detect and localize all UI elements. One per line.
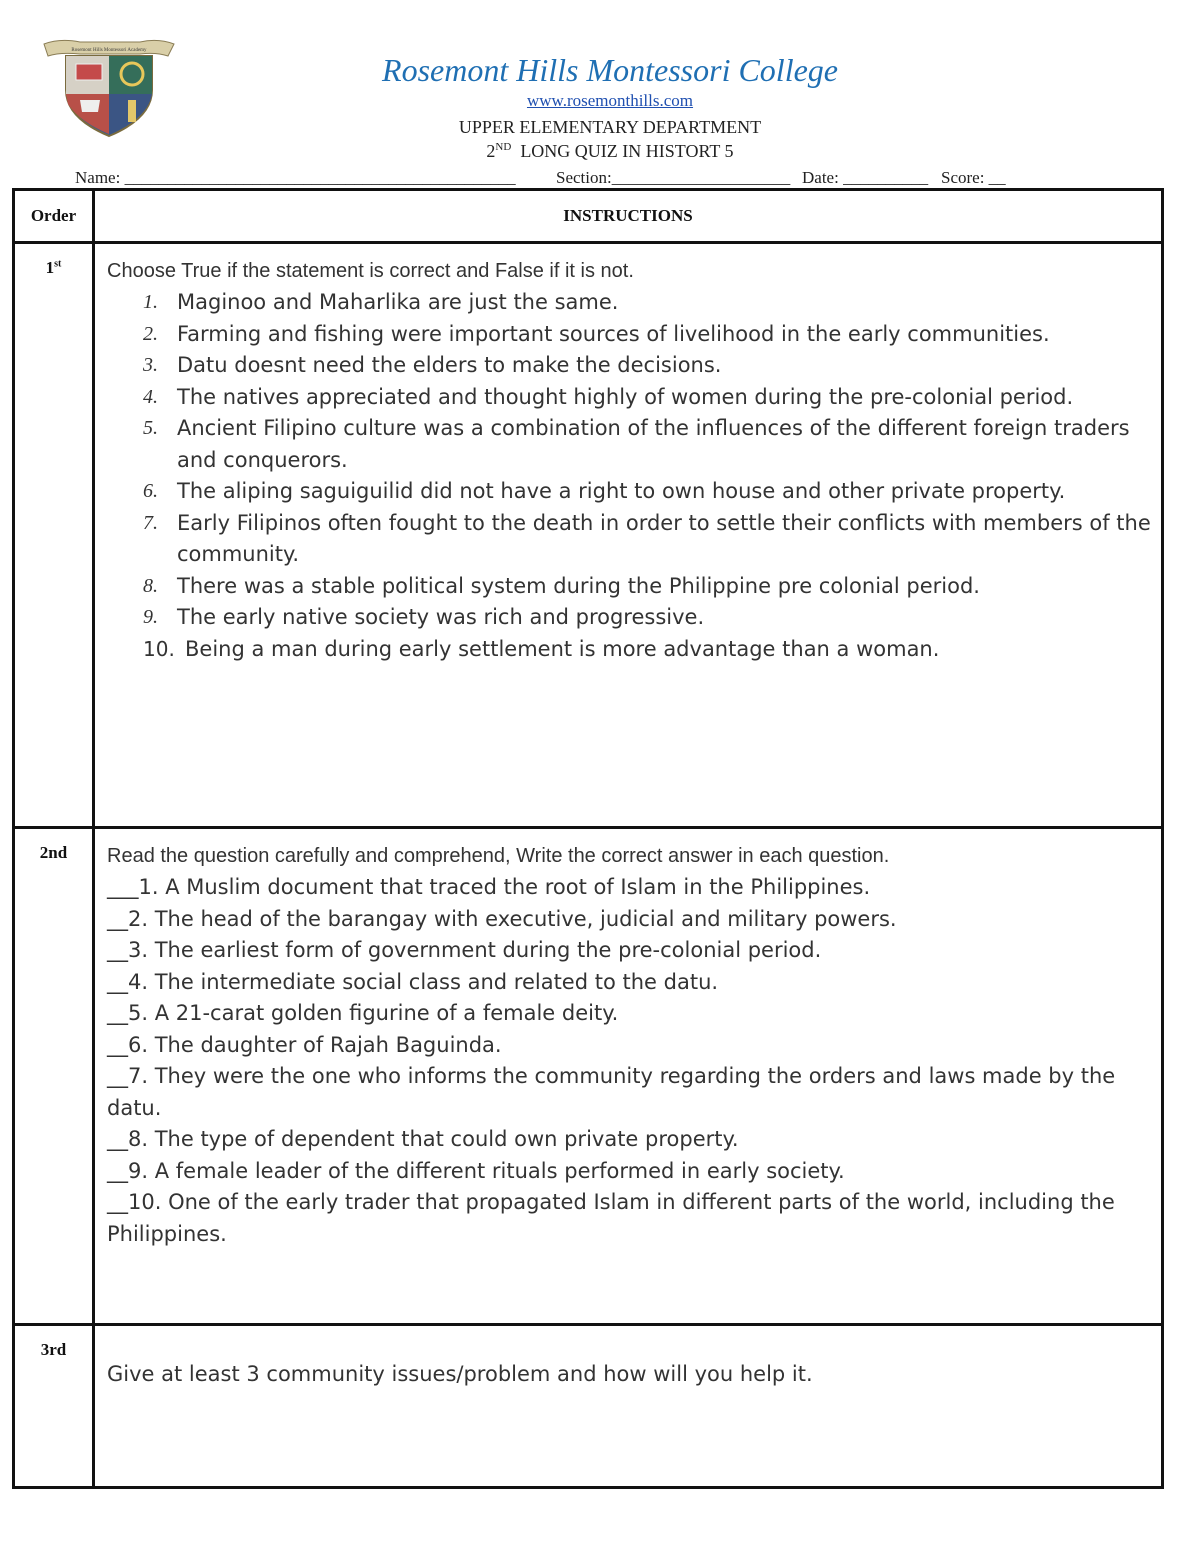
quiz-table xyxy=(12,188,1164,1489)
instructions-column-header: INSTRUCTIONS xyxy=(94,190,1163,243)
list-item xyxy=(107,571,1151,603)
order-column-header: Order xyxy=(14,190,94,243)
section-field[interactable]: Section:_____________________ xyxy=(556,168,791,187)
item-number: 6. xyxy=(143,480,158,502)
order-number: 1 xyxy=(45,258,55,277)
name-field[interactable]: Name: ______________________________________________ xyxy=(75,168,516,187)
quiz-title-text: LONG QUIZ IN HISTORT 5 xyxy=(520,141,734,161)
item-number: 5. xyxy=(143,417,158,439)
quiz-ordinal: 2 xyxy=(486,141,496,161)
list-item: ___1. A Muslim document that traced the root of Islam in the Philippines. xyxy=(107,875,871,899)
instructions-cell xyxy=(94,828,1163,1325)
item-number: 8. xyxy=(143,574,158,597)
school-website-link[interactable]: www.rosemonthills.com xyxy=(526,91,694,110)
list-item: __8. The type of dependent that could own private property. xyxy=(107,1127,739,1151)
item-number: 7. xyxy=(143,511,158,534)
list-item xyxy=(107,508,1151,571)
score-field[interactable]: Score: __ xyxy=(941,168,1006,187)
item-text: The natives appreciated and thought highly of women during the pre-colonial period. xyxy=(177,384,1074,409)
quiz-title xyxy=(0,141,1200,162)
table-header-row xyxy=(14,190,1163,243)
list-item: __2. The head of the barangay with executive, judicial and military powers. xyxy=(107,906,897,931)
list-item xyxy=(107,602,1151,634)
section-instruction: Read the question carefully and comprehend, Write the correct answer in each question. xyxy=(107,845,890,867)
list-item: __4. The intermediate social class and related to the datu. xyxy=(107,969,719,994)
item-text: The early native society was rich and progressive. xyxy=(177,605,705,629)
instructions-cell xyxy=(94,243,1163,828)
list-item xyxy=(107,476,1151,508)
list-item: __5. A 21-carat golden figurine of a female deity. xyxy=(107,1001,619,1025)
section-instruction: Give at least 3 community issues/problem and how will you help it. xyxy=(94,1325,1163,1488)
list-item: __7. They were the one who informs the community regarding the orders and laws made by the datu. xyxy=(107,1064,1116,1120)
quiz-ordinal-suffix: ND xyxy=(495,141,512,153)
table-row xyxy=(14,243,1163,828)
school-name: Rosemont Hills Montessori College xyxy=(382,52,838,88)
identification-list xyxy=(107,872,1151,1250)
list-item xyxy=(107,382,1151,414)
item-text: There was a stable political system during the Philippine pre colonial period. xyxy=(177,573,980,598)
list-item: __3. The earliest form of government during the pre-colonial period. xyxy=(107,938,822,962)
list-item: __6. The daughter of Rajah Baguinda. xyxy=(107,1032,502,1057)
item-text: Ancient Filipino culture was a combination of the influences of the different foreign traders and conquerors. xyxy=(177,416,1130,472)
table-row xyxy=(14,828,1163,1325)
order-cell: 2nd xyxy=(14,828,94,1325)
list-item xyxy=(107,350,1151,382)
crest-banner-text: Rosemont Hills Montessori Academy xyxy=(71,48,147,53)
department-title: UPPER ELEMENTARY DEPARTMENT xyxy=(458,117,762,137)
item-text: The aliping saguiguilid did not have a right to own house and other private property. xyxy=(177,479,1066,503)
item-number: 1. xyxy=(143,291,158,313)
item-text: Maginoo and Maharlika are just the same. xyxy=(177,290,619,314)
section-instruction: Choose True if the statement is correct and False if it is not. xyxy=(107,260,634,282)
list-item xyxy=(107,634,1151,666)
list-item xyxy=(107,287,1151,319)
date-field[interactable]: Date: __________ xyxy=(802,168,929,187)
item-text: Early Filipinos often fought to the death in order to settle their conflicts with members of the community. xyxy=(177,510,1151,566)
item-number: 2. xyxy=(143,322,158,345)
item-text: Datu doesnt need the elders to make the decisions. xyxy=(177,353,722,377)
list-item xyxy=(107,319,1151,351)
item-text: Farming and fishing were important sources of livelihood in the early communities. xyxy=(177,321,1050,346)
table-row xyxy=(14,1325,1163,1488)
item-number: 10. xyxy=(143,636,175,661)
item-number: 9. xyxy=(143,606,158,628)
list-item: __9. A female leader of the different rituals performed in early society. xyxy=(107,1158,845,1183)
item-text: Being a man during early settlement is more advantage than a woman. xyxy=(185,636,940,661)
list-item: __10. One of the early trader that propagated Islam in different parts of the world, including the Philippines. xyxy=(107,1190,1115,1246)
order-suffix: st xyxy=(54,258,62,270)
order-cell: 3rd xyxy=(14,1325,94,1488)
item-number: 3. xyxy=(143,354,158,376)
true-false-list xyxy=(107,287,1151,665)
item-number: 4. xyxy=(143,385,158,408)
list-item xyxy=(107,413,1151,476)
order-cell xyxy=(14,243,94,828)
